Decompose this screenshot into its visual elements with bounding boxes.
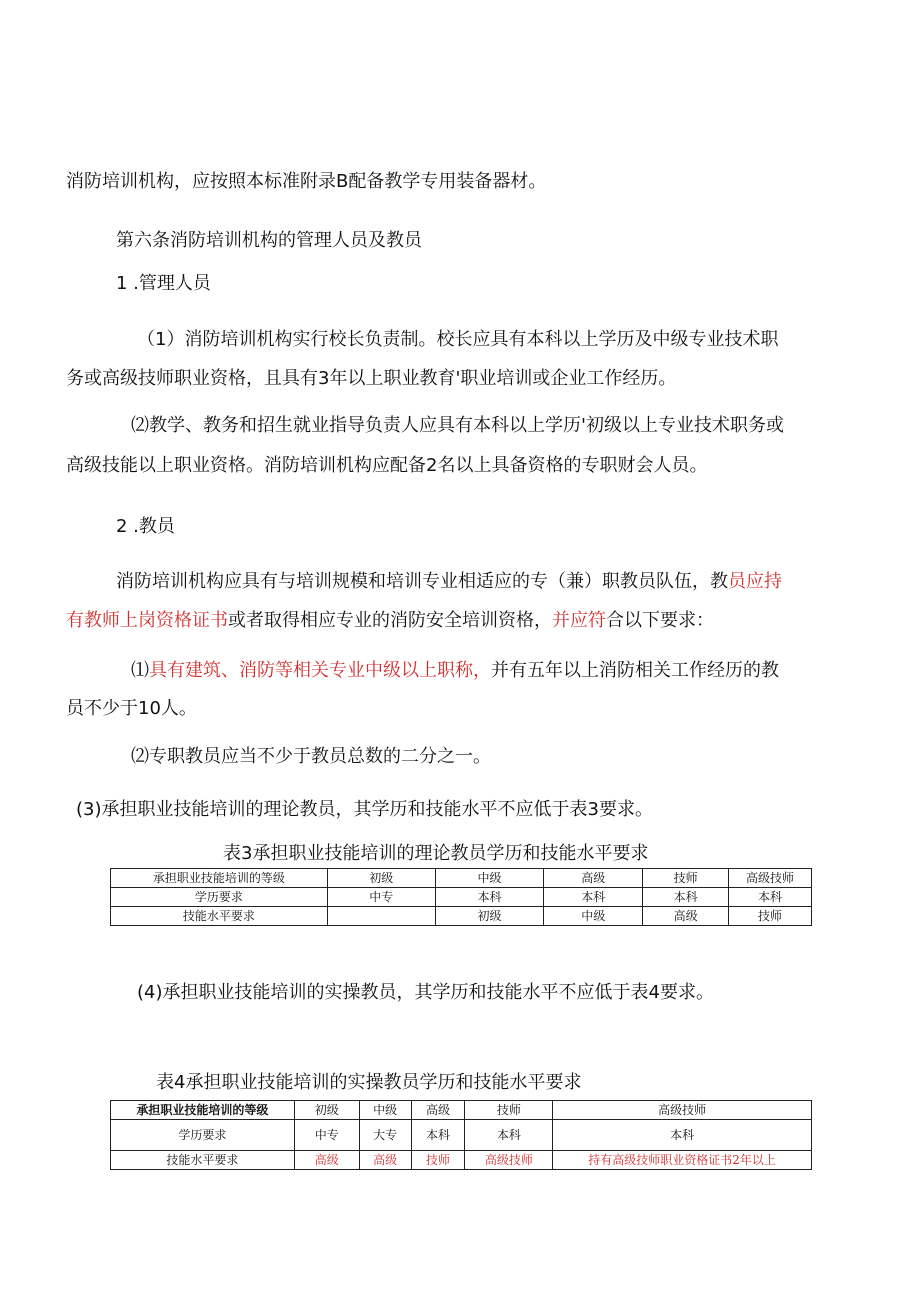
table-cell: 学历要求 <box>111 888 328 907</box>
para-directors-line1: ⑵教学、教务和招生就业指导负责人应具有本科以上学历'初级以上专业技术职务或 <box>131 415 784 436</box>
table-row <box>111 869 812 888</box>
table-cell: 高级 <box>359 1151 411 1170</box>
table-cell: 本科 <box>643 888 729 907</box>
table-cell: 初级 <box>327 869 435 888</box>
table-cell: 高级技师 <box>729 869 812 888</box>
table-cell: 本科 <box>435 888 544 907</box>
table-cell: 本科 <box>553 1120 812 1151</box>
table-cell <box>327 907 435 926</box>
table-cell: 本科 <box>465 1120 553 1151</box>
table-cell: 高级 <box>411 1101 465 1120</box>
table-cell: 中级 <box>359 1101 411 1120</box>
table3-caption: 表3承担职业技能培训的理论教员学历和技能水平要求 <box>223 843 649 864</box>
table-cell: 中专 <box>327 888 435 907</box>
table-cell: 高级技师 <box>465 1151 553 1170</box>
table-cell: 高级 <box>294 1151 359 1170</box>
table-cell: 高级 <box>544 869 643 888</box>
table-cell: 技师 <box>465 1101 553 1120</box>
para-teachers-line2: 有教师上岗资格证书或者取得相应专业的消防安全培训资格，并应符合以下要求： <box>66 610 714 631</box>
para-principal-line1: （1）消防培训机构实行校长负责制。校长应具有本科以上学历及中级专业技术职 <box>137 329 779 350</box>
section-2-heading: 2 .教员 <box>116 516 175 537</box>
table3 <box>110 868 812 926</box>
table-cell: 本科 <box>411 1120 465 1151</box>
table-row <box>111 907 812 926</box>
table-cell: 持有高级技师职业资格证书2年以上 <box>553 1151 812 1170</box>
article-six-heading: 第六条消防培训机构的管理人员及教员 <box>116 230 422 251</box>
table-row <box>111 1120 812 1151</box>
table-cell: 大专 <box>359 1120 411 1151</box>
table-cell: 初级 <box>435 907 544 926</box>
para-req3: (3)承担职业技能培训的理论教员，其学历和技能水平不应低于表3要求。 <box>76 799 653 820</box>
table4-caption: 表4承担职业技能培训的实操教员学历和技能水平要求 <box>156 1072 582 1093</box>
table-cell: 中专 <box>294 1120 359 1151</box>
table-cell: 高级 <box>643 907 729 926</box>
table-cell: 技师 <box>729 907 812 926</box>
table-row <box>111 888 812 907</box>
table-row <box>111 1151 812 1170</box>
table-cell: 技能水平要求 <box>111 1151 295 1170</box>
para-principal-line2: 务或高级技师职业资格，且具有3年以上职业教育'职业培训或企业工作经历。 <box>66 368 677 389</box>
para-req2: ⑵专职教员应当不少于教员总数的二分之一。 <box>131 746 491 767</box>
section-1-heading: 1 .管理人员 <box>116 273 211 294</box>
table-cell: 中级 <box>544 907 643 926</box>
table-cell: 本科 <box>729 888 812 907</box>
para-equipment: 消防培训机构，应按照本标准附录B配备教学专用装备器材。 <box>66 171 547 192</box>
table-cell: 学历要求 <box>111 1120 295 1151</box>
table-cell: 高级技师 <box>553 1101 812 1120</box>
para-req4: (4)承担职业技能培训的实操教员，其学历和技能水平不应低于表4要求。 <box>137 982 714 1003</box>
para-directors-line2: 高级技能以上职业资格。消防培训机构应配备2名以上具备资格的专职财会人员。 <box>66 455 708 476</box>
table-cell: 承担职业技能培训的等级 <box>111 869 328 888</box>
table-cell: 技师 <box>643 869 729 888</box>
para-req1-line2: 员不少于10人。 <box>66 698 197 719</box>
table-cell: 技能水平要求 <box>111 907 328 926</box>
table-cell: 中级 <box>435 869 544 888</box>
table-row <box>111 1101 812 1120</box>
table-cell: 技师 <box>411 1151 465 1170</box>
table-cell: 承担职业技能培训的等级 <box>111 1101 295 1120</box>
table4 <box>110 1100 812 1170</box>
para-req1-line1: ⑴具有建筑、消防等相关专业中级以上职称，并有五年以上消防相关工作经历的教 <box>131 660 779 681</box>
para-teachers-line1: 消防培训机构应具有与培训规模和培训专业相适应的专（兼）职教员队伍，教员应持 <box>116 571 782 592</box>
table-cell: 初级 <box>294 1101 359 1120</box>
table-cell: 本科 <box>544 888 643 907</box>
